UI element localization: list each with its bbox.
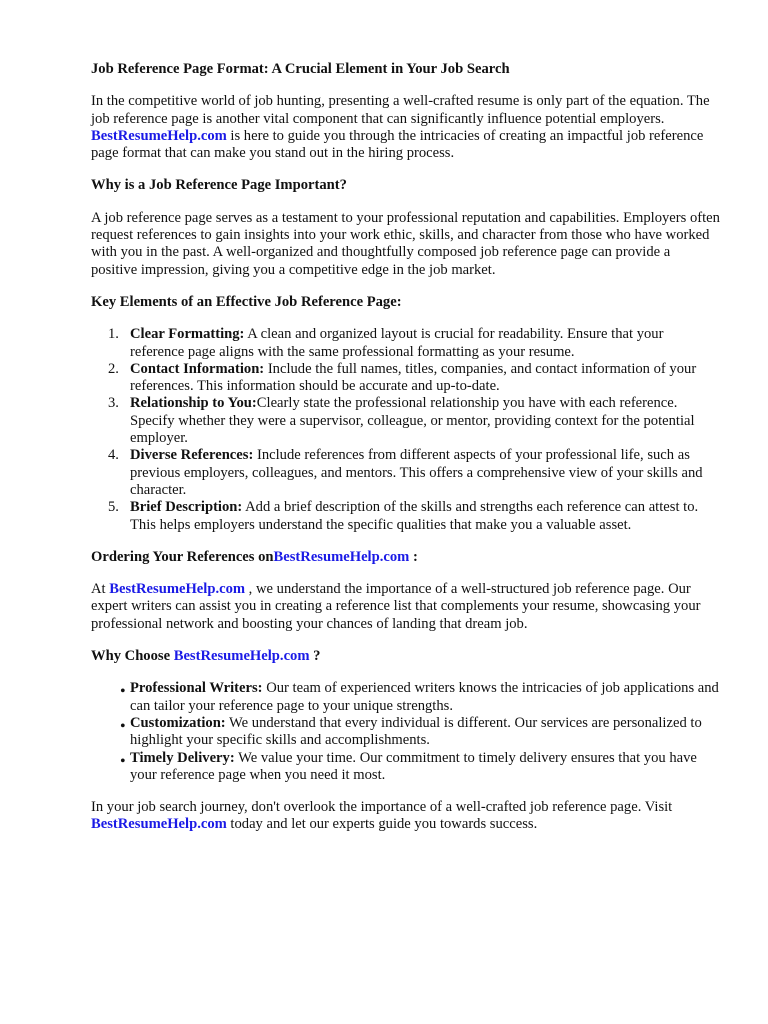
list-number: 3. [108, 395, 119, 412]
intro-text-before: In the competitive world of job hunting, presenting a well-crafted resume is only part of the equation. The job reference page is another vital component that can significantly influence potential employers. [91, 93, 710, 127]
list-item [91, 680, 720, 715]
ordering-heading [91, 549, 720, 566]
bullet-icon: • [120, 717, 126, 735]
list-item-term: Timely Delivery: [130, 749, 235, 766]
ordering-text-before: At [91, 581, 110, 598]
list-item-text: Include the full names, titles, companies, and contact information of your references. This information should be accurate and up-to-date. [130, 360, 697, 395]
list-item-term: Clear Formatting: [130, 326, 245, 343]
bullet-icon: • [120, 683, 126, 701]
list-item [91, 715, 720, 750]
why-heading: Why is a Job Reference Page Important? [91, 177, 347, 194]
list-item-term: Relationship to You: [130, 395, 257, 412]
why-choose-after: ? [309, 648, 321, 665]
list-item-text: Clearly state the professional relationship you have with each reference. Specify whether they were a supervisor, colleague, or mentor, providing context for the potential employer. [130, 395, 695, 447]
list-number: 1. [108, 326, 119, 343]
intro-site-link[interactable]: BestResumeHelp.com [91, 127, 227, 144]
ordering-text-after: , we understand the importance of a well-structured job reference page. Our expert writers can assist you in creating a reference list that complements your resume, showcasing your professional network and boosting your chances of landing that dream job. [91, 581, 701, 632]
ordering-site-link[interactable]: BestResumeHelp.com [109, 581, 246, 598]
page-title: Job Reference Page Format: A Crucial Element in Your Job Search [91, 61, 510, 77]
list-item [91, 447, 720, 499]
closing-paragraph [91, 799, 720, 834]
key-elements-heading: Key Elements of an Effective Job Reference Page: [91, 293, 402, 310]
list-item-term: Diverse References: [130, 447, 254, 464]
list-item-text: Add a brief description of the skills and strengths each reference can attest to. This helps employers understand the specific qualities that make you a valuable asset. [130, 499, 699, 533]
list-item [91, 326, 720, 361]
list-item-text: We value your time. Our commitment to timely delivery ensures that you have your reference page when you need it most. [130, 749, 697, 783]
key-elements-list [91, 326, 720, 534]
why-paragraph: A job reference page serves as a testament to your professional reputation and capabilities. Employers often request references to gain insights into your work ethic, skills, and character from those who have worked with you in the past. A well-organized and thoughtfully composed job reference page can provide a positive impression, giving you a competitive edge in the job market. [91, 209, 720, 278]
list-item [91, 395, 720, 447]
intro-paragraph [91, 93, 720, 162]
ordering-heading-link[interactable]: BestResumeHelp.com [273, 548, 410, 565]
why-choose-link[interactable]: BestResumeHelp.com [173, 648, 310, 665]
why-choose-heading [91, 648, 720, 665]
list-item-text: Our team of experienced writers knows the intricacies of job applications and can tailor your reference page to your unique strengths. [130, 680, 719, 714]
bullet-icon: • [120, 752, 126, 770]
ordering-paragraph [91, 581, 720, 633]
closing-site-link[interactable]: BestResumeHelp.com [91, 816, 227, 833]
closing-text-before: In your job search journey, don't overlook the importance of a well-crafted job reference page. Visit [91, 799, 673, 816]
list-item-text: We understand that every individual is different. Our services are personalized to highlight your specific skills and accomplishments. [130, 714, 702, 749]
list-item [91, 499, 720, 534]
why-choose-list [91, 680, 720, 784]
why-choose-before: Why Choose [91, 648, 174, 665]
closing-text-after: today and let our experts guide you towards success. [226, 816, 538, 833]
list-item [91, 361, 720, 396]
ordering-heading-before: Ordering Your References on [91, 548, 274, 565]
ordering-heading-after: : [409, 548, 418, 565]
list-item-term: Professional Writers: [130, 680, 263, 697]
list-item-text: A clean and organized layout is crucial for readability. Ensure that your reference page aligns with the same professional formatting as your resume. [130, 326, 664, 360]
list-item-term: Contact Information: [130, 360, 265, 377]
intro-text-after: is here to guide you through the intricacies of creating an impactful job reference page format that can make you stand out in the hiring process. [91, 127, 704, 162]
list-item-text: Include references from different aspects of your professional life, such as previous employers, colleagues, and mentors. This offers a comprehensive view of your skills and character. [130, 447, 703, 498]
list-item-term: Customization: [130, 714, 226, 731]
list-item-term: Brief Description: [130, 499, 243, 516]
list-item [91, 750, 720, 785]
list-number: 4. [108, 447, 119, 464]
list-number: 2. [108, 360, 119, 377]
list-number: 5. [108, 499, 119, 516]
